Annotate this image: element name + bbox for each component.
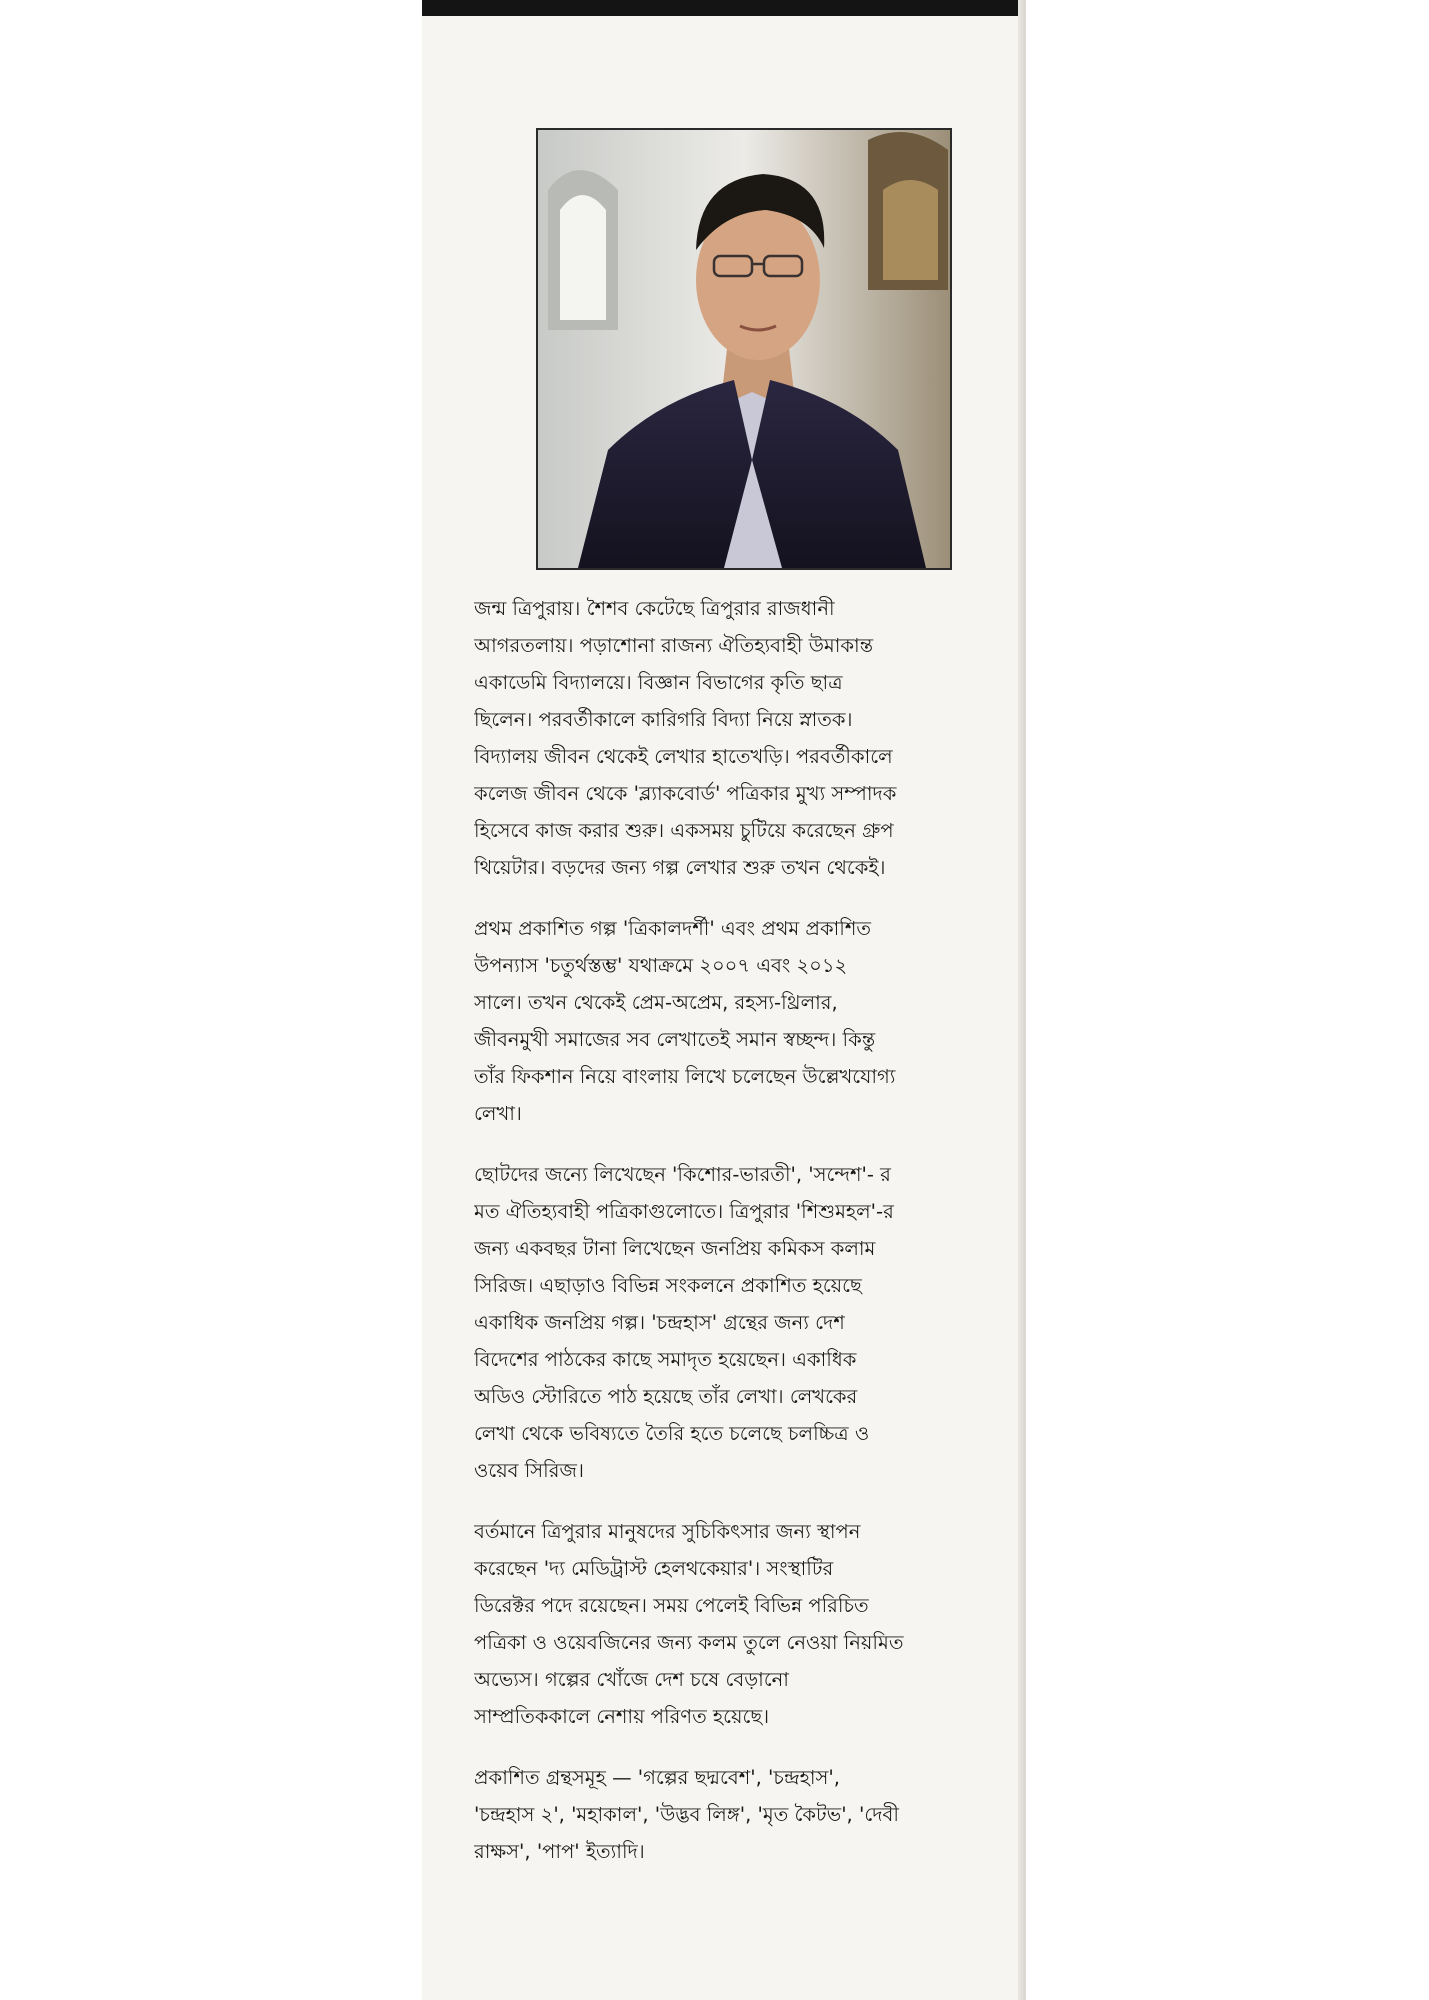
bio-line: ডিরেক্টর পদে রয়েছেন। সময় পেলেই বিভিন্ন পরিচিত	[474, 1594, 869, 1617]
bio-line: বর্তমানে ত্রিপুরার মানুষদের সুচিকিৎসার জন্য স্থাপন	[474, 1520, 861, 1543]
bio-line: জন্ম ত্রিপুরায়। শৈশব কেটেছে ত্রিপুরার রাজধানী	[474, 597, 835, 620]
bio-paragraph	[474, 590, 1022, 886]
bio-paragraph	[474, 1156, 1022, 1489]
bio-line: হিসেবে কাজ করার শুরু। একসময় চুটিয়ে করেছেন গ্রুপ	[474, 819, 894, 842]
bio-line: ছোটদের জন্যে লিখেছেন 'কিশোর-ভারতী', 'সন্দেশ'- র	[474, 1163, 891, 1186]
book-flap	[422, 0, 1026, 2000]
bio-line: লেখা থেকে ভবিষ্যতে তৈরি হতে চলেছে চলচ্চিত্র ও	[474, 1422, 870, 1445]
bio-line: সিরিজ। এছাড়াও বিভিন্ন সংকলনে প্রকাশিত হয়েছে	[474, 1274, 862, 1297]
bio-line: পত্রিকা ও ওয়েবজিনের জন্য কলম তুলে নেওয়া নিয়মিত	[474, 1631, 904, 1654]
author-photo	[536, 128, 952, 570]
bio-line: ছিলেন। পরবর্তীকালে কারিগরি বিদ্যা নিয়ে স্নাতক।	[474, 708, 853, 731]
bio-line: লেখা।	[474, 1102, 522, 1125]
bio-line: সালে। তখন থেকেই প্রেম-অপ্রেম, রহস্য-থ্রিলার,	[474, 991, 838, 1014]
bio-line: একাডেমি বিদ্যালয়ে। বিজ্ঞান বিভাগের কৃতি ছাত্র	[474, 671, 843, 694]
bio-line: বিদ্যালয় জীবন থেকেই লেখার হাতেখড়ি। পরবর্তীকালে	[474, 745, 893, 768]
bio-line: সাম্প্রতিককালে নেশায় পরিণত হয়েছে।	[474, 1705, 770, 1728]
bio-paragraph	[474, 1513, 1022, 1735]
bio-line: জীবনমুখী সমাজের সব লেখাতেই সমান স্বচ্ছন্দ। কিন্তু	[474, 1028, 876, 1051]
bio-line: কলেজ জীবন থেকে 'ব্ল্যাকবোর্ড' পত্রিকার মুখ্য সম্পাদক	[474, 782, 897, 805]
bio-line: রাক্ষস', 'পাপ' ইত্যাদি।	[474, 1840, 645, 1863]
bio-line: অভ্যেস। গল্পের খোঁজে দেশ চষে বেড়ানো	[474, 1668, 789, 1691]
bio-line: উপন্যাস 'চতুর্থস্তম্ভ' যথাক্রমে ২০০৭ এবং ২০১২	[474, 954, 848, 977]
bio-line: আগরতলায়। পড়াশোনা রাজন্য ঐতিহ্যবাহী উমাকান্ত	[474, 634, 874, 657]
bio-line: বিদেশের পাঠকের কাছে সমাদৃত হয়েছেন। একাধিক	[474, 1348, 857, 1371]
bio-line: একাধিক জনপ্রিয় গল্প। 'চন্দ্রহাস' গ্রন্থের জন্য দেশ	[474, 1311, 845, 1334]
bio-line: অডিও স্টোরিতে পাঠ হয়েছে তাঁর লেখা। লেখকের	[474, 1385, 858, 1408]
bio-line: করেছেন 'দ্য মেডিট্রাস্ট হেলথকেয়ার'। সংস্থাটির	[474, 1557, 834, 1580]
bio-paragraph	[474, 910, 1022, 1132]
author-bio	[474, 590, 1022, 1894]
bio-line: জন্য একবছর টানা লিখেছেন জনপ্রিয় কমিকস কলাম	[474, 1237, 876, 1260]
bio-line: প্রথম প্রকাশিত গল্প 'ত্রিকালদর্শী' এবং প্রথম প্রকাশিত	[474, 917, 872, 940]
bio-line: তাঁর ফিকশান নিয়ে বাংলায় লিখে চলেছেন উল্লেখযোগ্য	[474, 1065, 896, 1088]
bio-line: মত ঐতিহ্যবাহী পত্রিকাগুলোতে। ত্রিপুরার 'শিশুমহল'-র	[474, 1200, 894, 1223]
bio-line: ওয়েব সিরিজ।	[474, 1459, 584, 1482]
bio-paragraph	[474, 1759, 1022, 1870]
flap-top-edge	[422, 0, 1026, 16]
bio-line: প্রকাশিত গ্রন্থসমূহ — 'গল্পের ছদ্মবেশ', 'চন্দ্রহাস',	[474, 1766, 840, 1789]
bio-line: 'চন্দ্রহাস ২', 'মহাকাল', 'উদ্ভব লিঙ্গ', 'মৃত কৈটভ', 'দেবী	[474, 1803, 899, 1826]
bio-line: থিয়েটার। বড়দের জন্য গল্প লেখার শুরু তখন থেকেই।	[474, 856, 886, 879]
author-portrait-icon	[538, 130, 950, 568]
